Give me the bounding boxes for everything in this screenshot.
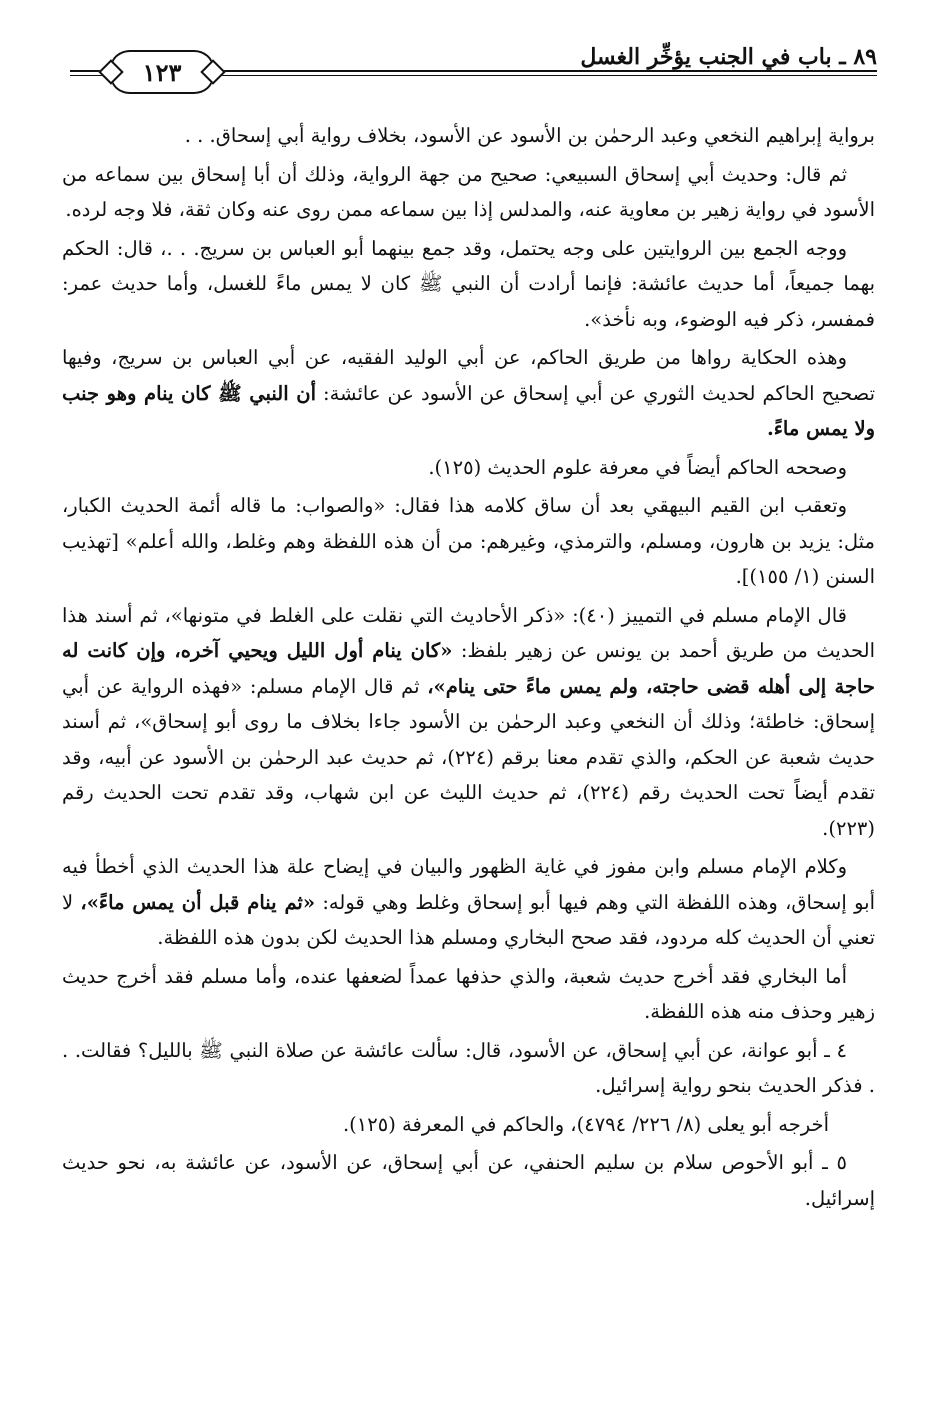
bold-quote: أن النبي ﷺ كان ينام وهو جنب ولا يمس ماءً. [62,381,875,440]
header-rule-left [70,70,102,76]
paragraph-text: وهذه الحكاية رواها من طريق الحاكم، عن أبي الوليد الفقيه، عن أبي العباس بن سريج، وفيها تصحيح الحاكم لحديث الثوري عن أبي إسحاق عن الأسود عن عائشة: [62,346,876,405]
paragraph [62,157,875,228]
header-rule [220,70,877,76]
paragraph [62,488,875,595]
paragraph-text: برواية إبراهيم النخعي وعبد الرحمٰن بن الأسود عن الأسود، بخلاف رواية أبي إسحاق. . . [184,124,875,147]
paragraph-text: وكلام الإمام مسلم وابن مفوز في غاية الظهور والبيان في إيضاح علة هذا الحديث الذي أخطأ فيه أبو إسحاق، وهذه اللفظة التي وهم فيها أبو إسحاق وغلط وهي قوله: [62,855,875,914]
paragraph-text: لا تعني أن الحديث كله مردود، فقد صحح البخاري ومسلم هذا الحديث لكن بدون هذه اللفظة. [62,890,875,949]
paragraph-text: وصححه الحاكم أيضاً في معرفة علوم الحديث (١٢٥). [428,455,847,479]
paragraph-text: ٥ ـ أبو الأحوص سلام بن سليم الحنفي، عن أبي إسحاق، عن الأسود، عن عائشة به، نحو حديث إسرائيل. [62,1151,875,1210]
page-body [62,118,875,1216]
page-header [70,40,877,96]
paragraph-text: ثم قال الإمام مسلم: «فهذه الرواية عن أبي إسحاق: خاطئة؛ وذلك أن النخعي وعبد الرحمٰن بن الأسود جاءا بخلاف ما روى أبو إسحاق»، ثم أسند حديث شعبة عن الحكم، والذي تقدم معنا برقم (٢٢٤)، ثم حديث عبد الرحمٰن بن الأسود عن أبيه، وقد تقدم أيضاً تحت الحديث رقم (٢٢٤)، ثم حديث الليث عن ابن شهاب، وقد تقدم تحت الحديث رقم (٢٢٣). [62,674,875,840]
bold-quote: «ثم ينام قبل أن يمس ماءً»، [80,890,316,914]
paragraph-text: أما البخاري فقد أخرج حديث شعبة، والذي حذفها عمداً لضعفها عنده، وأما مسلم فقد أخرج حديث زهير وحذف منه هذه اللفظة. [62,964,875,1023]
paragraph [62,1145,875,1216]
paragraph-text: ثم قال: وحديث أبي إسحاق السبيعي: صحيح من جهة الرواية، وذلك أن أبا إسحاق بين سماعه من الأسود في رواية زهير بن معاوية عنه، والمدلس إذا بين سماعه ممن روى عنه وكان ثقة، فلا وجه لرده. [62,162,875,221]
paragraph-text: قال الإمام مسلم في التمييز (٤٠): «ذكر الأحاديث التي نقلت على الغلط في متونها»، ثم أسند هذا الحديث من طريق أحمد بن يونس عن زهير بلفظ: [62,603,876,662]
page-number-badge [110,50,214,94]
page-number: ١٢٣ [142,57,182,87]
paragraph [62,450,875,486]
paragraph-text: ٤ ـ أبو عوانة، عن أبي إسحاق، عن الأسود، قال: سألت عائشة عن صلاة النبي ﷺ بالليل؟ فقالت. . . فذكر الحديث بنحو رواية إسرائيل. [62,1038,875,1097]
paragraph [62,1033,875,1104]
paragraph [62,598,875,847]
chapter-title: ٨٩ ـ باب في الجنب يؤخِّر الغسل [580,44,877,70]
paragraph-text: ووجه الجمع بين الروايتين على وجه يحتمل، وقد جمع بينهما أبو العباس بن سريج. . .، قال: الحكم بهما جميعاً، أما حديث عائشة: فإنما أرادت أن النبي ﷺ كان لا يمس ماءً للغسل، وأما حديث عمر: فمفسر، ذكر فيه الوضوء، وبه نأخذ». [62,236,875,331]
paragraph [62,118,875,154]
paragraph [62,959,875,1030]
paragraph-text: وتعقب ابن القيم البيهقي بعد أن ساق كلامه هذا فقال: «والصواب: ما قاله أئمة الحديث الكبار، مثل: يزيد بن هارون، ومسلم، والترمذي، وغيرهم: من أن هذه اللفظة وهم وغلط، والله أعلم» [تهذيب السنن (١/ ١٥٥)]. [62,494,875,588]
paragraph [62,1107,875,1143]
bold-quote: «كان ينام أول الليل ويحيي آخره، وإن كانت له حاجة إلى أهله قضى حاجته، ولم يمس ماءً حتى ينام»، [62,639,875,698]
paragraph [62,340,875,447]
paragraph-text: أخرجه أبو يعلى (٨/ ٢٢٦/ ٤٧٩٤)، والحاكم في المعرفة (١٢٥). [342,1112,829,1136]
paragraph [62,849,875,956]
paragraph [62,231,875,338]
